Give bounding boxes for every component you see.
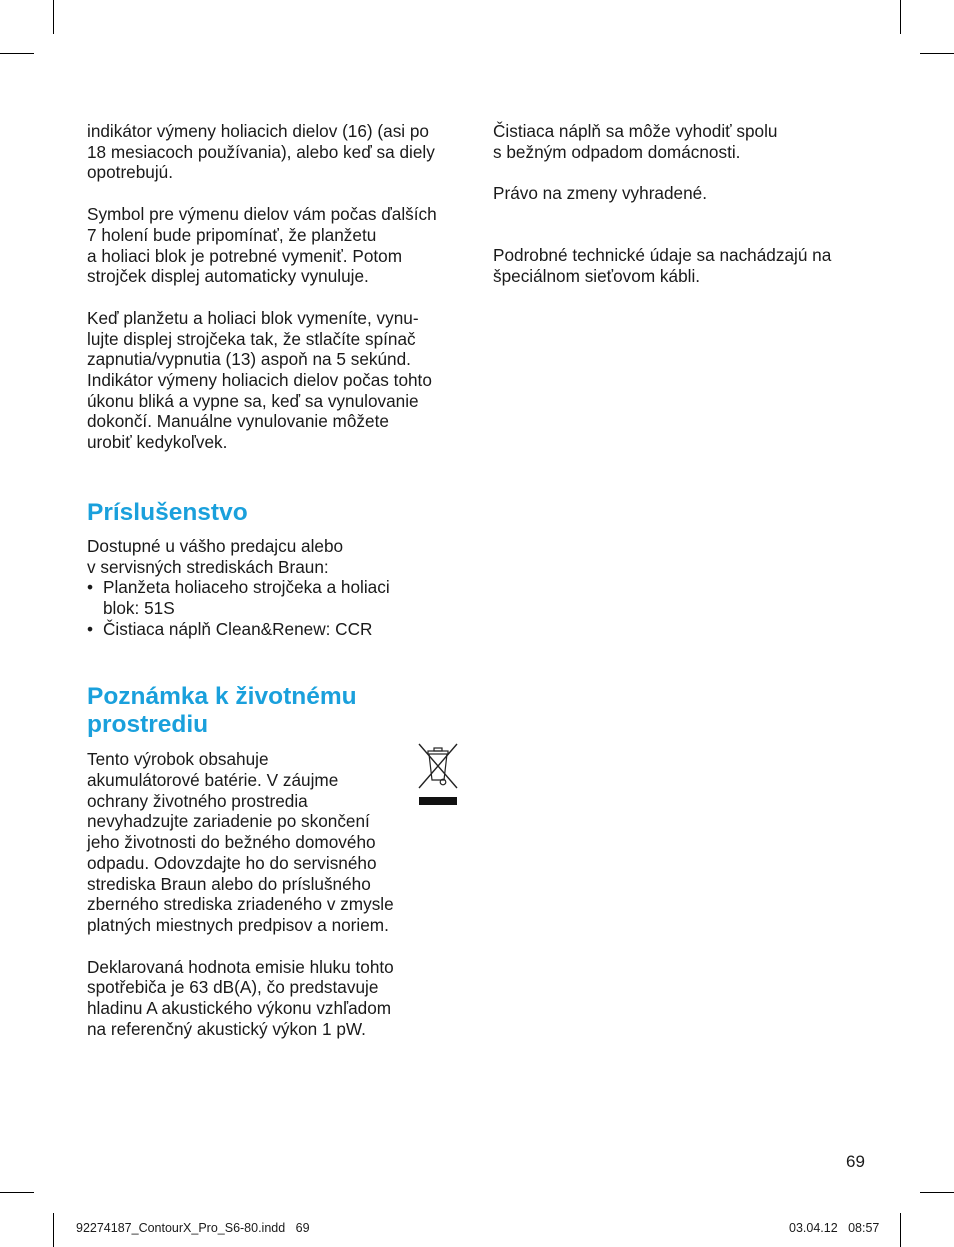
accessory-foil-cutter: Planžeta holiaceho strojčeka a holiaci blok: 51S [103, 577, 390, 618]
bullet-glyph: • [87, 618, 94, 639]
right-column [493, 121, 893, 287]
manual-reset-paragraph: Keď planžetu a holiaci blok vymeníte, vynu- lujte displej strojčeka tak, že stlačíte spínač zapnutia/vypnutia (13) aspoň na 5 sekúnd. Indikátor výmeny holiacich dielov počas tohto úkonu bliká a vypne sa, keď sa vynulovanie dokončí. Manuálne vynulovanie môžete urobiť kedykoľvek. [87, 307, 432, 453]
noise-emission-paragraph: Deklarovaná hodnota emisie hluku tohto spotřebiča je 63 dB(A), čo predstavuje hladinu A akustického výkonu vzhľadom na referenčný akustický výkon 1 pW. [87, 956, 394, 1039]
bullet-glyph: • [87, 577, 94, 598]
cartridge-disposal-paragraph: Čistiaca náplň sa môže vyhodiť spolu s bežným odpadom domácnosti. [493, 121, 778, 162]
environment-disposal-paragraph: Tento výrobok obsahuje akumulátorové batérie. V záujme ochrany životného prostredia nevyhadzujte zariadenie po skončení jeho životnosti do bežného domového odpadu. Odovzdajte ho do servisného strediska Braun alebo do príslušného zberného strediska zriadeného v zmysle platných miestnych predpisov a noriem. [87, 749, 394, 935]
list-item [87, 577, 467, 618]
rights-reserved-paragraph: Právo na zmeny vyhradené. [493, 183, 708, 204]
crop-mark-top-right-h [920, 53, 954, 54]
technical-data-paragraph: Podrobné technické údaje sa nachádzajú na špeciálnom sieťovom kábli. [493, 245, 832, 286]
accessories-heading: Príslušenstvo [87, 498, 248, 526]
accessory-cleaning-cartridge: Čistiaca náplň Clean&Renew: CCR [103, 618, 373, 639]
crop-mark-bottom-right-v [900, 1213, 901, 1247]
accessories-list [87, 577, 467, 639]
footer-date-time: 03.04.12 08:57 [789, 1221, 880, 1235]
footer-file-name: 92274187_ContourX_Pro_S6-80.indd 69 [76, 1221, 310, 1235]
crop-mark-bottom-left-v [53, 1213, 54, 1247]
replacement-symbol-paragraph: Symbol pre výmenu dielov vám počas ďalších 7 holení bude pripomínať, že planžetu a holiaci blok je potrebné vymeniť. Potom strojček displej automaticky vynuluje. [87, 204, 437, 287]
page-number: 69 [846, 1152, 865, 1171]
environment-heading: Poznámka k životnému prostrediu [87, 683, 357, 739]
environment-section [87, 749, 467, 1039]
list-item [87, 619, 467, 640]
crop-mark-bottom-left-h [0, 1192, 34, 1193]
accessories-intro: Dostupné u vášho predajcu alebo v servisných strediskách Braun: [87, 535, 344, 577]
left-column [87, 121, 467, 1040]
replacement-indicator-paragraph: indikátor výmeny holiacich dielov (16) (asi po 18 mesiacoch používania), alebo keď sa diely opotrebujú. [87, 121, 435, 183]
crop-mark-bottom-right-h [920, 1192, 954, 1193]
crop-mark-top-left-v [53, 0, 54, 34]
weee-crossed-bin-icon [417, 742, 459, 807]
crop-mark-top-left-h [0, 53, 34, 54]
crop-mark-top-right-v [900, 0, 901, 34]
